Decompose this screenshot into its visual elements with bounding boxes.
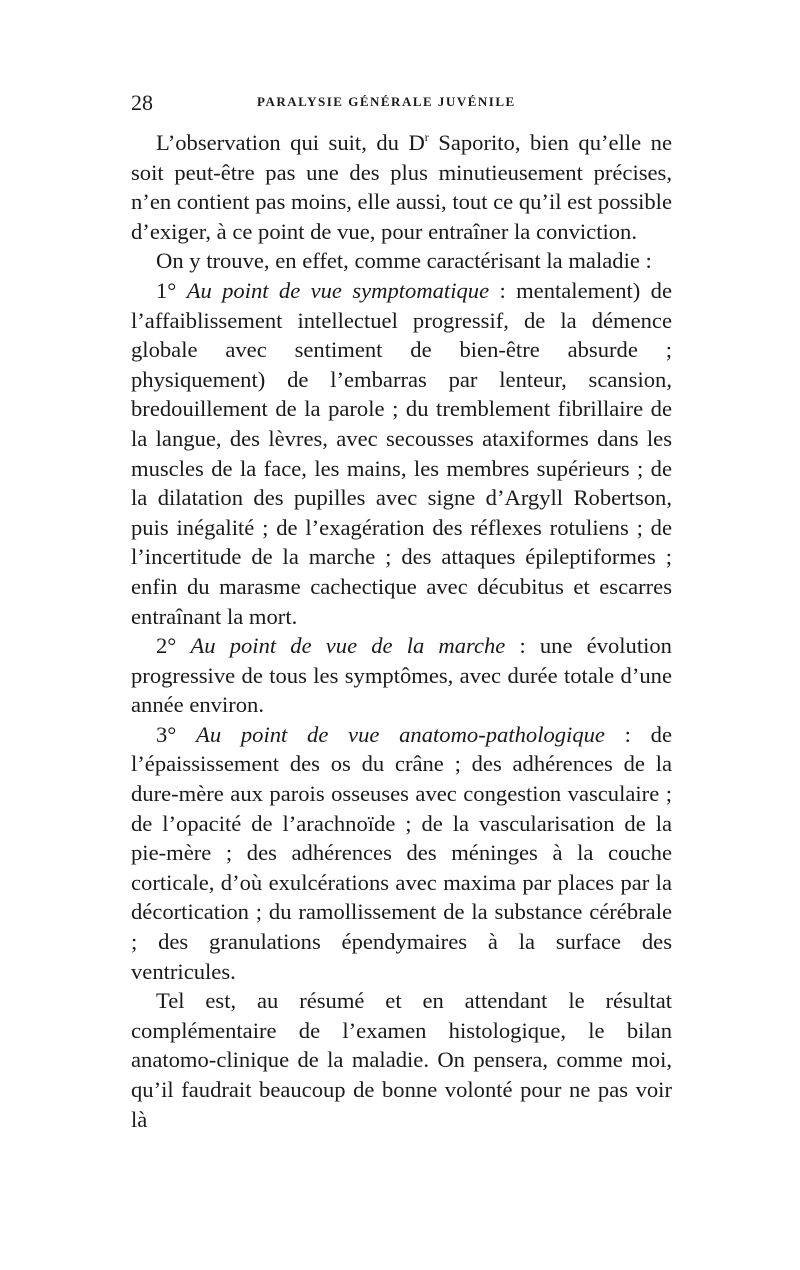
paragraph-text: On y trouve, en effet, comme caractérisant la maladie : <box>156 248 652 274</box>
list-number: 3° <box>156 721 197 747</box>
paragraph-point-1 <box>131 276 672 631</box>
paragraph-point-2 <box>131 631 672 720</box>
paragraph-text: : une évolution progressive de tous les symptômes, avec durée totale d’une année environ. <box>131 633 672 718</box>
paragraph-summary-intro <box>131 246 672 276</box>
paragraph-point-3 <box>131 720 672 986</box>
italic-heading: Au point de vue symptomatique <box>186 277 490 303</box>
paragraph-text: : mentalement) de l’affaiblissement intellectuel progressif, de la démence globale avec sentiment de bien-être absurde ; physiquement) de l’embarras par lenteur, scansion, bredouillement de la parole ; du tremblement fibrillaire de la langue, des lèvres, avec secousses ataxiformes dans les muscles de la face, les mains, les membres supérieurs ; de la dilatation des pupilles avec signe d’Argyll Robertson, puis inégalité ; de l’exagération des réflexes rotuliens ; de l’incertitude de la marche ; des attaques épileptiformes ; enfin du marasme cachectique avec décubitus et escarres entraînant la mort. <box>131 277 672 629</box>
italic-heading: Au point de vue anatomo-pathologique <box>196 721 605 747</box>
page-number: 28 <box>131 90 153 115</box>
list-number: 2° <box>156 633 191 659</box>
paragraph-text: L’observation qui suit, du D <box>156 130 425 155</box>
superscript: r <box>424 130 429 144</box>
running-head: PARALYSIE GÉNÉRALE JUVÉNILE <box>257 94 516 109</box>
paragraph-text: Tel est, au résumé et en attendant le résultat complémentaire de l’examen histologique, le bilan anatomo-clinique de la maladie. On pensera, comme moi, qu’il faudrait beaucoup de bonne volonté pour ne pas voir là <box>131 988 672 1132</box>
paragraph-observation <box>131 128 672 246</box>
paragraph-conclusion <box>131 986 672 1134</box>
body-text <box>131 128 672 1134</box>
italic-heading: Au point de vue de la marche <box>190 633 506 659</box>
page-header <box>131 90 672 120</box>
book-page <box>131 90 672 1134</box>
paragraph-text: Saporito, bien qu’elle ne soit peut-être pas une des plus minutieusement précises, n’en contient pas moins, elle aussi, tout ce qu’il est possible d’exiger, à ce point de vue, pour entraîner la conviction. <box>131 130 672 244</box>
paragraph-text: : de l’épaississement des os du crâne ; des adhérences de la dure-mère aux parois osseuses avec congestion vasculaire ; de l’opacité de l’arachnoïde ; de la vascularisation de la pie-mère ; des adhérences des méninges à la couche corticale, d’où exulcérations avec maxima par places par la décortication ; du ramollissement de la substance cérébrale ; des granulations épendymaires à la surface des ventricules. <box>131 721 672 984</box>
list-number: 1° <box>156 277 187 303</box>
